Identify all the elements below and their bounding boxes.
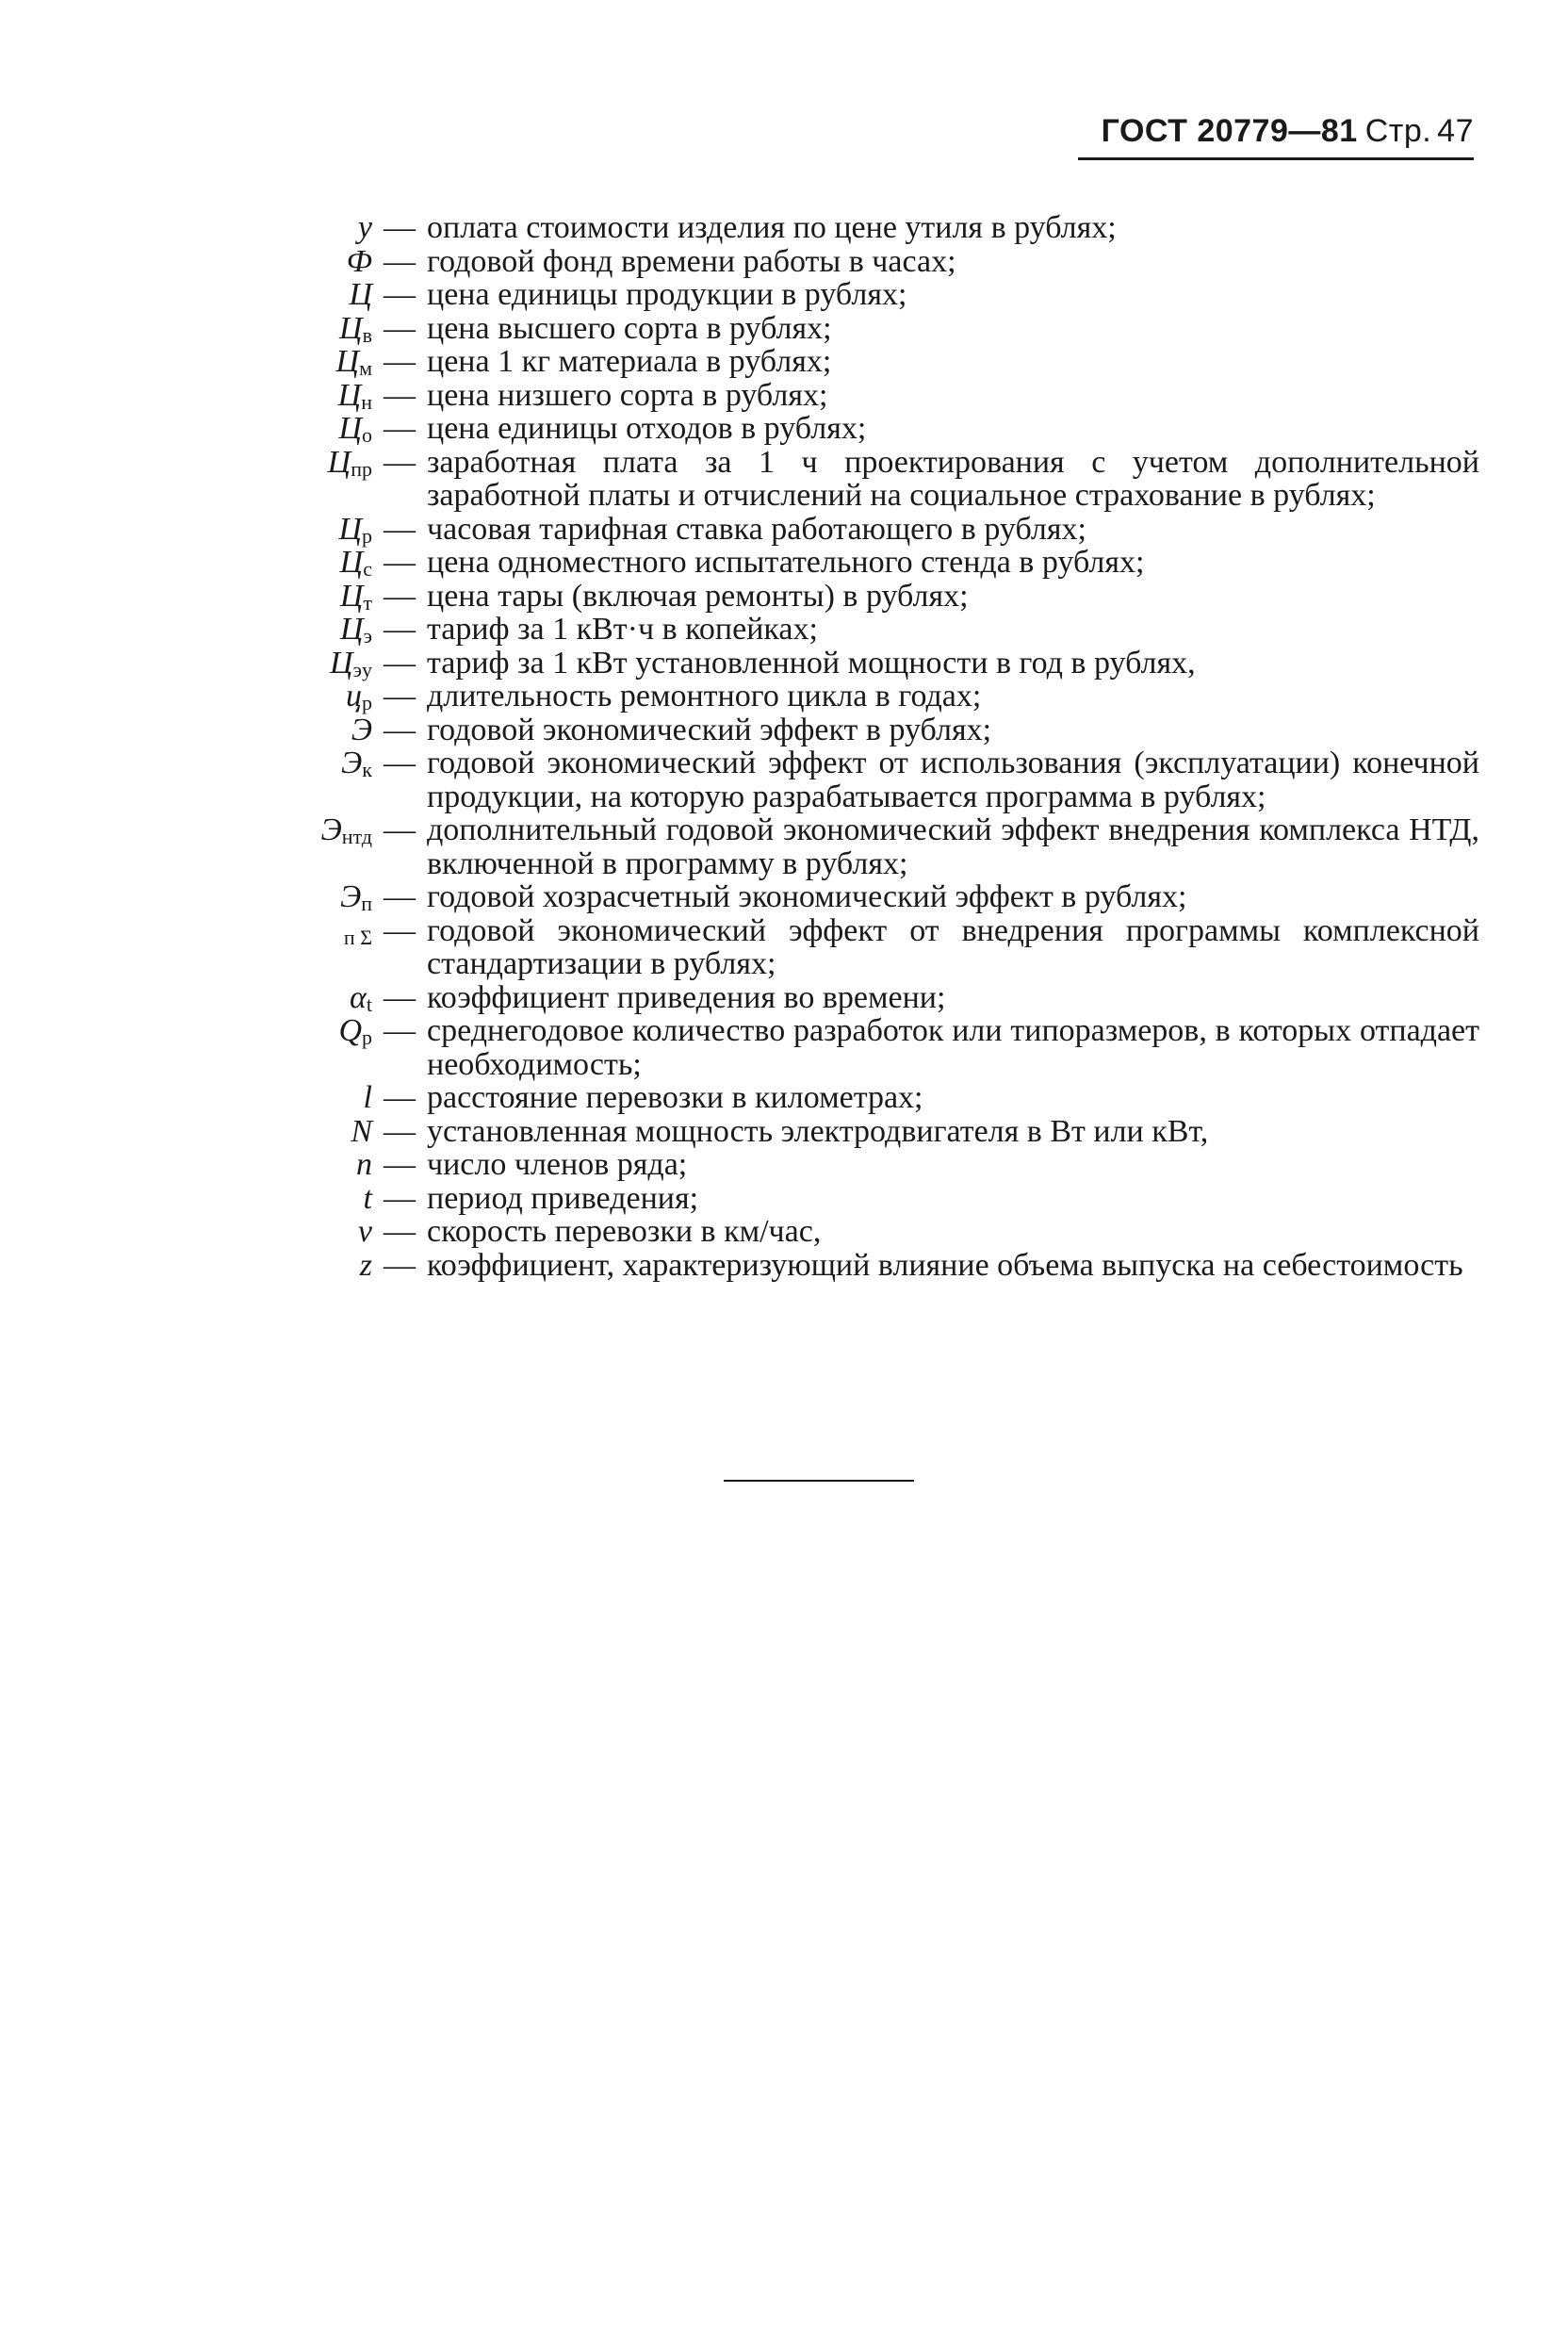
symbol-letter: Э: [351, 712, 372, 747]
legend-symbol: [236, 312, 372, 346]
dash-separator: —: [384, 712, 416, 747]
legend-symbol: [236, 278, 372, 312]
legend-definition: число членов ряда;: [427, 1147, 688, 1182]
legend-definition: годовой экономический эффект от использования (эксплуатации) конечной продукции, на которую разрабатывается программа в рублях;: [427, 746, 1479, 814]
legend-row: [236, 278, 1479, 312]
dash-separator: —: [384, 812, 416, 847]
symbol-letter: α: [350, 979, 367, 1015]
legend-row: [236, 981, 1479, 1015]
symbol-subscript: р: [362, 691, 372, 714]
dash-separator: —: [384, 879, 416, 914]
dash-separator: —: [384, 344, 416, 379]
legend-row: [236, 379, 1479, 413]
legend-definition: годовой фонд времени работы в часах;: [427, 243, 956, 279]
symbol-letter: t: [363, 1180, 372, 1216]
symbol-letter: Ф: [346, 243, 372, 279]
symbol-subscript: р: [362, 523, 372, 548]
legend-definition: расстояние перевозки в километрах;: [427, 1080, 923, 1115]
symbol-letter: N: [351, 1113, 372, 1149]
legend-definition: цена тары (включая ремонты) в рублях;: [427, 578, 969, 614]
legend-symbol: [236, 245, 372, 279]
symbol-letter: n: [356, 1147, 372, 1182]
symbol-letter: ц: [346, 679, 362, 713]
legend-definition: цена низшего сорта в рублях;: [427, 377, 828, 413]
symbol-letter: Ц: [337, 377, 362, 413]
legend-symbol: [236, 1215, 372, 1249]
legend-symbol: [236, 446, 372, 480]
legend-row: [236, 580, 1479, 614]
dash-separator: —: [384, 511, 416, 547]
dash-separator: —: [384, 979, 416, 1015]
legend-row: [236, 1081, 1479, 1115]
symbol-letter: Ц: [335, 344, 360, 379]
page-number: 47: [1437, 113, 1474, 149]
legend-definition: длительность ремонтного цикла в годах;: [427, 679, 982, 713]
symbol-subscript: п Σ: [343, 925, 372, 949]
legend-symbol: [236, 1014, 372, 1048]
legend-symbol: [236, 1115, 372, 1149]
legend-definition: годовой экономический эффект от внедрения программы комплексной стандартизации в рублях;: [427, 912, 1479, 981]
symbol-letter: Ц: [339, 578, 364, 614]
legend-symbol: [236, 1182, 372, 1216]
legend-row: [236, 412, 1479, 446]
legend-row: [236, 713, 1479, 747]
legend-row: [236, 1115, 1479, 1149]
symbol-letter: Ц: [338, 511, 362, 547]
dash-separator: —: [384, 746, 416, 780]
symbol-legend: [236, 211, 1479, 1282]
legend-row: [236, 345, 1479, 379]
legend-definition: годовой экономический эффект в рублях;: [427, 712, 992, 747]
legend-definition: оплата стоимости изделия по цене утиля в рублях;: [427, 210, 1117, 245]
dash-separator: —: [384, 645, 416, 681]
dash-separator: —: [384, 277, 416, 312]
legend-symbol: [236, 647, 372, 681]
dash-separator: —: [384, 1013, 416, 1048]
symbol-letter: l: [363, 1080, 372, 1115]
legend-symbol: [236, 1081, 372, 1115]
legend-row: [236, 211, 1479, 245]
symbol-subscript: н: [361, 389, 372, 414]
legend-symbol: [236, 1249, 372, 1283]
dash-separator: —: [384, 1180, 416, 1216]
dash-separator: —: [384, 444, 416, 480]
legend-symbol: [236, 613, 372, 647]
legend-symbol: [236, 1148, 372, 1182]
symbol-subscript: эу: [352, 657, 372, 681]
legend-row: [236, 647, 1479, 681]
legend-definition: период приведения;: [427, 1180, 699, 1216]
legend-symbol: [236, 580, 372, 614]
legend-definition: коэффициент приведения во времени;: [427, 979, 946, 1015]
dash-separator: —: [384, 1247, 416, 1283]
legend-definition: тариф за 1 кВт установленной мощности в год в рублях,: [427, 645, 1196, 681]
document-code: ГОСТ 20779—81: [1101, 113, 1358, 149]
symbol-letter: Ц: [339, 545, 364, 580]
legend-definition: часовая тарифная ставка работающего в рублях;: [427, 511, 1086, 547]
page-label: Стр.: [1364, 113, 1432, 149]
dash-separator: —: [384, 1080, 416, 1115]
dash-separator: —: [384, 310, 416, 346]
legend-symbol: [236, 513, 372, 547]
page-header: [1078, 113, 1474, 160]
legend-row: [236, 1215, 1479, 1249]
legend-row: [236, 680, 1479, 713]
legend-row: [236, 1182, 1479, 1216]
legend-row: [236, 446, 1479, 513]
symbol-subscript: с: [363, 557, 372, 581]
legend-definition: цена одноместного испытательного стенда в рублях;: [427, 545, 1145, 580]
legend-row: [236, 245, 1479, 279]
symbol-letter: Q: [338, 1013, 362, 1048]
symbol-letter: Э: [339, 879, 362, 914]
symbol-letter: Ц: [339, 310, 363, 346]
legend-symbol: [236, 680, 372, 713]
end-divider: [724, 1480, 914, 1482]
dash-separator: —: [384, 1113, 416, 1149]
legend-definition: установленная мощность электродвигателя в Вт или кВт,: [427, 1113, 1209, 1149]
dash-separator: —: [384, 1214, 416, 1249]
symbol-letter: z: [359, 1247, 372, 1283]
symbol-letter: Э: [341, 746, 363, 780]
symbol-subscript: п: [361, 892, 372, 915]
legend-row: [236, 880, 1479, 914]
symbol-subscript: t: [366, 992, 372, 1016]
symbol-letter: Э: [320, 812, 342, 847]
symbol-subscript: в: [362, 322, 372, 347]
legend-definition: дополнительный годовой экономический эффект внедрения комплекса НТД, включенной в программу в рублях;: [427, 812, 1479, 881]
legend-row: [236, 914, 1479, 981]
legend-symbol: [236, 412, 372, 446]
dash-separator: —: [384, 612, 416, 647]
legend-definition: цена единицы продукции в рублях;: [427, 277, 907, 312]
legend-row: [236, 546, 1479, 580]
symbol-letter: Ц: [339, 612, 364, 647]
dash-separator: —: [384, 545, 416, 580]
symbol-letter: Ц: [327, 444, 351, 480]
dash-separator: —: [384, 411, 416, 446]
symbol-letter: Ц: [329, 645, 353, 681]
legend-row: [236, 513, 1479, 547]
legend-row: [236, 613, 1479, 647]
legend-definition: годовой хозрасчетный экономический эффект в рублях;: [427, 879, 1187, 914]
legend-definition: тариф за 1 кВт·ч в копейках;: [427, 612, 818, 647]
symbol-subscript: р: [362, 1025, 372, 1049]
symbol-letter: Ц: [338, 411, 362, 446]
legend-definition: цена высшего сорта в рублях;: [427, 310, 832, 346]
symbol-subscript: э: [363, 624, 372, 648]
symbol-letter: Ц: [349, 277, 372, 312]
legend-definition: цена 1 кг материала в рублях;: [427, 344, 832, 379]
legend-row: [236, 746, 1479, 813]
legend-row: [236, 1014, 1479, 1081]
legend-definition: скорость перевозки в км/час,: [427, 1214, 822, 1249]
legend-symbol: [236, 746, 372, 780]
dash-separator: —: [384, 578, 416, 614]
legend-symbol: [236, 813, 372, 847]
legend-row: [236, 1148, 1479, 1182]
legend-definition: коэффициент, характеризующий влияние объема выпуска на себестоимость: [427, 1247, 1463, 1283]
legend-symbol: [236, 914, 372, 948]
dash-separator: —: [384, 210, 416, 245]
dash-separator: —: [384, 679, 416, 713]
symbol-subscript: т: [363, 590, 372, 615]
symbol-subscript: к: [362, 758, 372, 781]
legend-symbol: [236, 713, 372, 747]
legend-symbol: [236, 211, 372, 245]
legend-symbol: [236, 981, 372, 1015]
dash-separator: —: [384, 912, 416, 948]
symbol-subscript: о: [362, 423, 372, 447]
legend-symbol: [236, 880, 372, 914]
symbol-subscript: м: [359, 356, 372, 380]
symbol-subscript: пр: [351, 456, 372, 481]
legend-definition: заработная плата за 1 ч проектирования с учетом дополнительной заработной платы и отчислений на социальное страхование в рублях;: [427, 444, 1479, 513]
legend-row: [236, 1249, 1479, 1283]
legend-definition: цена единицы отходов в рублях;: [427, 411, 867, 446]
legend-row: [236, 312, 1479, 346]
symbol-subscript: нтд: [341, 825, 372, 848]
symbol-letter: у: [357, 210, 372, 245]
dash-separator: —: [384, 1147, 416, 1182]
legend-row: [236, 813, 1479, 880]
legend-symbol: [236, 546, 372, 580]
dash-separator: —: [384, 377, 416, 413]
legend-symbol: [236, 345, 372, 379]
symbol-letter: v: [357, 1214, 372, 1249]
dash-separator: —: [384, 243, 416, 279]
legend-definition: среднегодовое количество разработок или типоразмеров, в которых отпадает необходимость;: [427, 1013, 1479, 1082]
legend-symbol: [236, 379, 372, 413]
